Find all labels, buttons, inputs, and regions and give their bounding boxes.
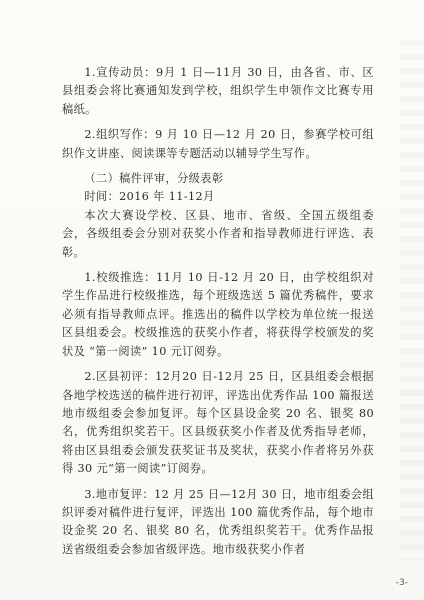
paragraph-district-review: 2.区县初评：12月20 日-12月 25 日，区县组委会根据各地学校选送的稿件进行初评，评选出优秀作品 100 篇报送地市级组委会参加复评。每个区县设金奖 20 名、银奖 80 名，优秀组织奖若干。区县级获奖小作者及优秀指导老师，将由区县组委会颁发获奖证书及奖状，获奖小作者将另外获得 30 元“第一阅读”订阅券。 <box>62 370 374 476</box>
paragraph-school-selection: 1.校级推选：11月 10 日-12 月 20 日，由学校组织对学生作品进行校级推选，每个班级选送 5 篇优秀稿件，要求必须有指导教师点评。推选出的稿件以学校为单位统一报送区县组委会。校级推选的获奖小作者，将获得学校颁发的奖状及 “第一阅读” 10 元订阅券。 <box>62 271 374 358</box>
section-heading-review: （二）稿件评审，分级表彰 <box>84 172 224 186</box>
paragraph-city-review: 3.地市复评：12 月 25 日—12月 30 日，地市组委会组织评委对稿件进行复评，评选出 100 篇优秀作品，每个地市设金奖 20 名、银奖 80 名，优秀组织奖若干。优秀作品报送省级组委会参加省级评选。地市级获奖小作者 <box>62 487 374 556</box>
page-number: -3- <box>395 578 408 588</box>
paragraph-overview: 本次大赛设学校、区县、地市、省级、全国五级组委会，各级组委会分别对获奖小作者和指导教师进行评选、表彰。 <box>62 208 374 259</box>
paragraph-writing: 2.组织写作：9 月 10 日—12 月 20 日，参赛学校可组织作文讲座、阅读课等专题活动以辅导学生写作。 <box>62 128 374 160</box>
document-body <box>62 64 374 559</box>
paragraph-publicity: 1.宣传动员：9月 1 日—11月 30 日，由各省、市、区县组委会将比赛通知发到学校，组织学生申领作文比赛专用稿纸。 <box>62 66 374 116</box>
scan-bleed-texture <box>400 40 424 560</box>
paragraph-time: 时间：2016 年 11-12月 <box>84 190 215 204</box>
